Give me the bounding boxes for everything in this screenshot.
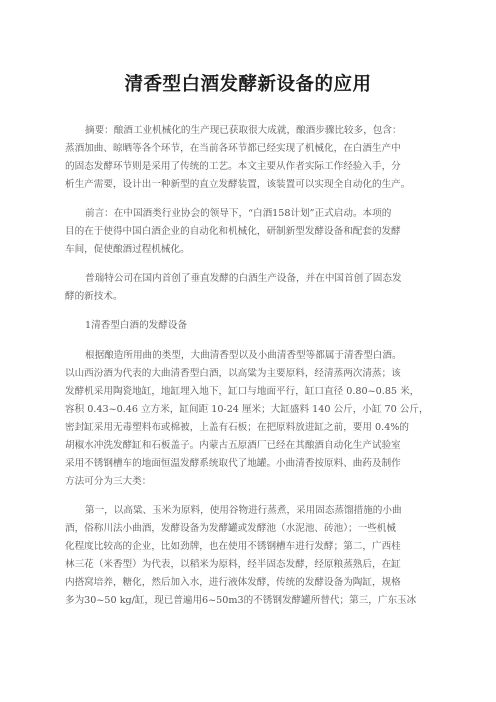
body-line: 酒，俗称川法小曲酒，发酵设备为发酵罐或发酵池（水泥池、砖池）；一些机械	[65, 523, 396, 534]
document-title: 清香型白酒发酵新设备的应用	[124, 74, 372, 95]
body-line: 前言：在中国酒类行业协会的领导下，“白酒158计划”正式启动。本项的	[85, 208, 392, 219]
body-line: 蒸酒加曲、晾晒等各个环节，在当前各环节都已经实现了机械化，在白酒生产中	[65, 143, 401, 154]
body-line: 摘要：酿酒工业机械化的生产现已获取很大成就，酿酒步骤比较多，包含：	[85, 125, 402, 136]
body-line: 发酵机采用陶瓷地缸，地缸埋入地下，缸口与地面平行，缸口直径 0.80~0.85 米，	[65, 386, 420, 397]
body-line: 容积 0.43~0.46 立方米，缸间距 10-24 厘米；大缸盛料 140 公斤，小缸 70 公斤，	[65, 404, 429, 415]
body-line: 胡椒水冲洗发酵缸和石板盖子。内蒙古五原酒厂已经在其酿酒自动化生产试验室	[65, 440, 401, 451]
body-line: 密封缸采用无毒塑料布或棉被，上盖有石板；在把原料放进缸之前，要用 0.4%的	[65, 422, 410, 433]
body-line: 析生产需要，设计出一种新型的直立发酵装置，该装置可以实现全自动化的生产。	[65, 179, 411, 190]
body-line: 酵的新技术。	[65, 291, 123, 302]
body-line: 林三花（米香型）为代表，以稻米为原料，经半固态发酵，经原粮蒸熟后，在缸	[65, 559, 401, 570]
body-line: 第一，以高粱、玉米为原料，使用谷物进行蒸煮，采用固态蒸馏措施的小曲	[85, 505, 402, 516]
body-line: 普瑞特公司在国内首创了垂直发酵的白酒生产设备，并在中国首创了固态发	[85, 273, 402, 284]
section-heading: 1清香型白酒的发酵设备	[85, 320, 188, 331]
body-line: 根据酿造所用曲的类型，大曲清香型以及小曲清香型等都属于清香型白酒。	[85, 350, 402, 361]
body-line: 目的在于使得中国白酒企业的自动化和机械化，研制新型发酵设备和配套的发酵	[65, 226, 401, 237]
body-line: 内搭窝培养，糖化，然后加入水，进行液体发酵，传统的发酵设备为陶缸，规格	[65, 577, 401, 588]
body-line: 多为30~50 kg/缸，现已普遍用6~50m3的不锈钢发酵罐所替代；第三，广东玉冰	[65, 595, 417, 606]
body-line: 方法可分为三大类：	[65, 476, 152, 487]
body-line: 的固态发酵环节则是采用了传统的工艺。本文主要从作者实际工作经验入手，分	[65, 161, 401, 172]
body-line: 以山西汾酒为代表的大曲清香型白酒，以高粱为主要原料，经清蒸两次清蒸；该	[65, 368, 401, 379]
body-line: 车间，促使酿酒过程机械化。	[65, 244, 190, 255]
body-line: 采用不锈钢槽车的地面恒温发酵系统取代了地罐。小曲清香按原料、曲药及制作	[65, 458, 401, 469]
body-line: 化程度比较高的企业，比如劲牌，也在使用不锈钢槽车进行发酵；第二，广西桂	[65, 541, 401, 552]
